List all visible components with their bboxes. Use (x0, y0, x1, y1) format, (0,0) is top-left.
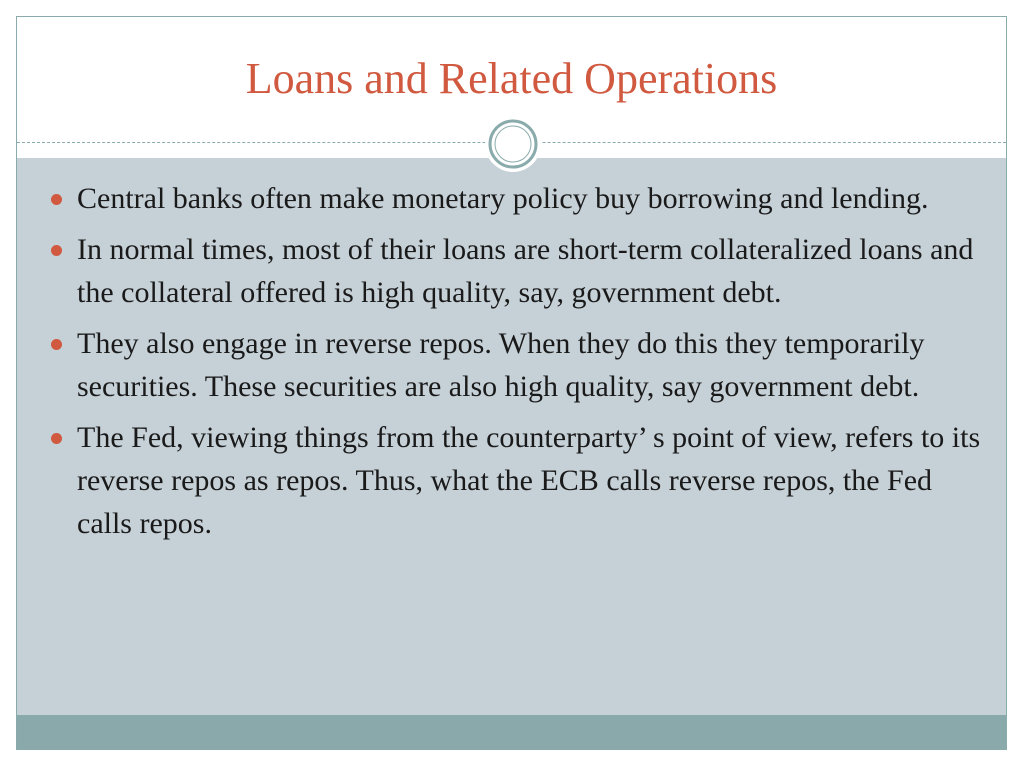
bullet-list (47, 177, 987, 553)
bullet-marker-icon (51, 433, 62, 444)
bullet-item (47, 228, 987, 314)
bullet-text: Central banks often make monetary policy buy borrowing and lending. (77, 182, 929, 215)
bullet-text: The Fed, viewing things from the counterparty’ s point of view, refers to its reverse repos as repos. Thus, what the ECB calls reverse repos, the Fed calls repos. (77, 421, 981, 540)
bullet-item (47, 322, 987, 408)
circle-ornament-icon (484, 115, 542, 173)
bullet-text: In normal times, most of their loans are short-term collateralized loans and the collateral offered is high quality, say, government debt. (77, 233, 974, 309)
bullet-marker-icon (51, 194, 62, 205)
slide-title: Loans and Related Operations (245, 54, 778, 103)
bullet-text: They also engage in reverse repos. When they do this they temporarily securities. These securities are also high quality, say government debt. (77, 327, 925, 403)
slide-frame (16, 16, 1007, 750)
bullet-item (47, 416, 987, 545)
bullet-item (47, 177, 987, 220)
bullet-marker-icon (51, 245, 62, 256)
footer-band (17, 715, 1006, 750)
bullet-marker-icon (51, 339, 62, 350)
